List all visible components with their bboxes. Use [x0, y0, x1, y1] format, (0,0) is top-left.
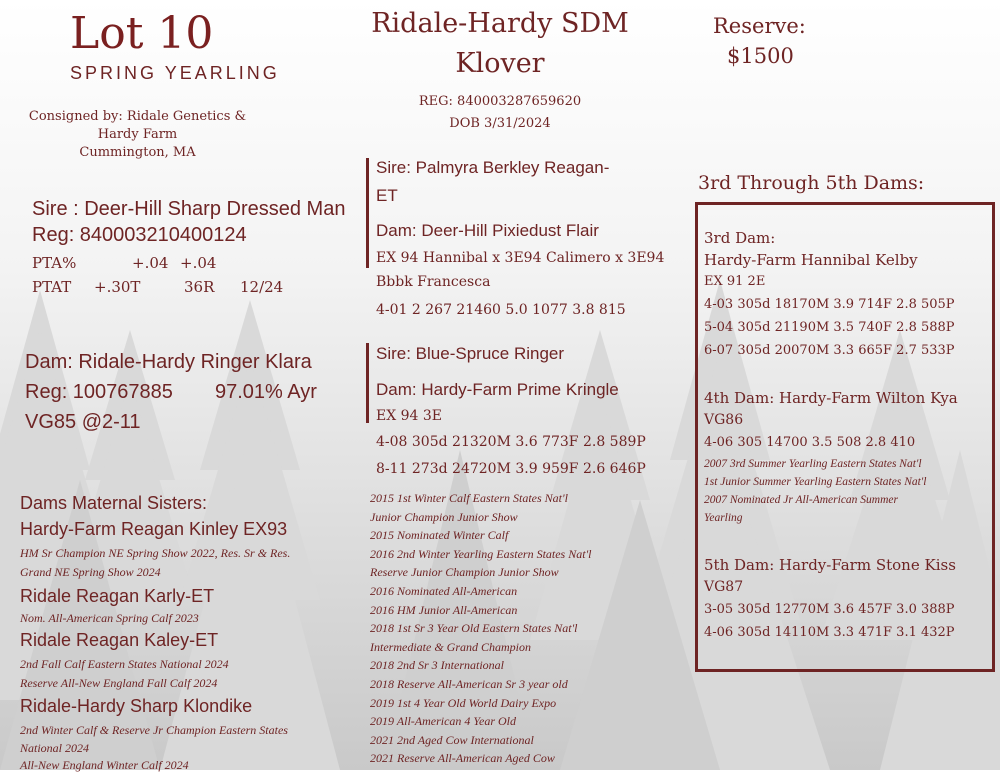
award-item: Intermediate & Grand Champion — [370, 639, 531, 654]
dam4-score: VG86 — [704, 412, 744, 428]
award-item: 2019 All-American 4 Year Old — [370, 714, 516, 729]
mid-sire-1-name-cont: ET — [376, 186, 398, 205]
sister-3-award-1: 2nd Fall Calf Eastern States National 2024 — [20, 657, 229, 671]
sire-block-1-bar — [366, 158, 369, 268]
dam-score: VG85 @2-11 — [25, 411, 141, 433]
award-item: Reserve Junior Champion Junior Show — [370, 565, 559, 580]
mid-sire-1-detail-3: 4-01 2 267 21460 5.0 1077 3.8 815 — [376, 302, 626, 318]
dam4-record-1: 4-06 305 14700 3.5 508 2.8 410 — [704, 435, 916, 450]
animal-name-line-1: Ridale-Hardy SDM — [371, 8, 629, 39]
animal-name — [360, 4, 640, 84]
dam3-name: Hardy-Farm Hannibal Kelby — [704, 251, 918, 269]
award-item: 2016 2nd Winter Yearling Eastern States Nat'l — [370, 546, 592, 561]
dam-reg: Reg: 100767885 — [25, 381, 173, 403]
award-item: 2021 2nd Aged Cow International — [370, 732, 534, 747]
dam4-award-3: 2007 Nominated Jr All-American Summer — [704, 494, 898, 506]
sister-1-name: Hardy-Farm Reagan Kinley EX93 — [20, 519, 288, 539]
dam3-record-3: 6-07 305d 20070M 3.3 665F 2.7 533P — [704, 343, 955, 358]
dam4-name: 4th Dam: Hardy-Farm Wilton Kya — [704, 389, 958, 407]
mid-sire-1-detail-1: EX 94 Hannibal x 3E94 Calimero x 3E94 — [376, 250, 665, 266]
sire-block-2-bar — [366, 343, 369, 423]
dam-name: Dam: Ridale-Hardy Ringer Klara — [25, 351, 312, 373]
award-item: 2015 Nominated Winter Calf — [370, 528, 509, 543]
pta-value-2: +.04 — [180, 254, 217, 272]
sisters-heading: Dams Maternal Sisters: — [20, 493, 208, 513]
reserve-amount: $1500 — [727, 44, 794, 68]
mid-sire-2-dam: Dam: Hardy-Farm Prime Kringle — [376, 380, 619, 399]
sire-name: Sire : Deer-Hill Sharp Dressed Man — [32, 198, 346, 220]
sister-4-award-1: 2nd Winter Calf & Reserve Jr Champion Eastern States — [20, 723, 288, 737]
ptat-label: PTAT — [32, 278, 72, 296]
sister-4-award-3: All-New England Winter Calf 2024 — [20, 758, 189, 772]
sister-3-name: Ridale Reagan Kaley-ET — [20, 630, 219, 650]
mid-sire-2-name: Sire: Blue-Spruce Ringer — [376, 344, 565, 363]
ptat-value-3: 12/24 — [240, 278, 284, 296]
award-item: 2021 Reserve All-American Aged Cow — [370, 751, 555, 766]
award-item: 2018 Reserve All-American Sr 3 year old — [370, 676, 568, 691]
dam-ayr: 97.01% Ayr — [215, 381, 317, 403]
consignor-line-1: Consigned by: Ridale Genetics & — [28, 109, 247, 124]
dam3-record-1: 4-03 305d 18170M 3.9 714F 2.8 505P — [704, 297, 955, 312]
award-item: 2018 2nd Sr 3 International — [370, 658, 504, 673]
ptat-value-2: 36R — [184, 278, 215, 296]
sister-2-name: Ridale Reagan Karly-ET — [20, 586, 215, 606]
animal-name-line-2: Klover — [455, 48, 545, 79]
dam3-record-2: 5-04 305d 21190M 3.5 740F 2.8 588P — [704, 320, 955, 335]
dam5-name: 5th Dam: Hardy-Farm Stone Kiss — [704, 556, 956, 574]
consignor-block — [20, 108, 255, 162]
reserve-label: Reserve: — [713, 14, 806, 38]
award-item: 2016 Nominated All-American — [370, 583, 518, 598]
mid-sire-2-record-2: 8-11 273d 24720M 3.9 959F 2.6 646P — [376, 461, 646, 477]
mid-sire-1-detail-2: Bbbk Francesca — [376, 274, 491, 290]
lot-number: Lot 10 — [70, 8, 214, 59]
dam4-award-4: Yearling — [704, 512, 743, 524]
sister-4-name: Ridale-Hardy Sharp Klondike — [20, 696, 253, 716]
dam5-record-2: 4-06 305d 14110M 3.3 471F 3.1 432P — [704, 625, 955, 640]
award-item: 2018 1st Sr 3 Year Old Eastern States Nat'l — [370, 621, 578, 636]
dam4-award-1: 2007 3rd Summer Yearling Eastern States Nat'l — [704, 458, 922, 470]
pta-label: PTA% — [32, 254, 77, 272]
date-of-birth: DOB 3/31/2024 — [449, 116, 551, 131]
dam4-award-2: 1st Junior Summer Yearling Eastern States Nat'l — [704, 476, 927, 488]
award-item: 2019 1st 4 Year Old World Dairy Expo — [370, 695, 557, 710]
mid-sire-2-record-1: 4-08 305d 21320M 3.6 773F 2.8 589P — [376, 434, 646, 450]
sister-2-award-1: Nom. All-American Spring Calf 2023 — [20, 611, 199, 625]
sister-3-award-2: Reserve All-New England Fall Calf 2024 — [20, 676, 218, 690]
pta-value-1: +.04 — [132, 254, 169, 272]
dam3-score: EX 91 2E — [704, 274, 766, 289]
dams-heading: 3rd Through 5th Dams: — [698, 172, 925, 194]
award-item: Junior Champion Junior Show — [370, 509, 518, 524]
sire-reg: Reg: 840003210400124 — [32, 224, 247, 246]
mid-sire-1-dam: Dam: Deer-Hill Pixiedust Flair — [376, 221, 599, 240]
mid-sire-1-name: Sire: Palmyra Berkley Reagan- — [376, 158, 610, 177]
lot-category: SPRING YEARLING — [70, 63, 280, 83]
mid-sire-2-score: EX 94 3E — [376, 408, 443, 424]
dam5-record-1: 3-05 305d 12770M 3.6 457F 3.0 388P — [704, 602, 955, 617]
sister-1-award-2: Grand NE Spring Show 2024 — [20, 565, 161, 579]
consignor-line-3: Cummington, MA — [79, 145, 196, 160]
registration-number: REG: 840003287659620 — [418, 94, 582, 109]
sister-4-award-2: National 2024 — [20, 741, 90, 755]
sister-1-award-1: HM Sr Champion NE Spring Show 2022, Res. Sr & Res. — [20, 546, 291, 560]
dam3-label: 3rd Dam: — [704, 229, 776, 247]
award-item: 2015 1st Winter Calf Eastern States Nat'l — [370, 491, 568, 505]
ptat-value-1: +.30T — [94, 278, 141, 296]
dam5-score: VG87 — [704, 579, 744, 595]
award-list — [370, 489, 591, 768]
consignor-line-2: Hardy Farm — [97, 127, 178, 142]
award-item: 2016 HM Junior All-American — [370, 602, 518, 617]
